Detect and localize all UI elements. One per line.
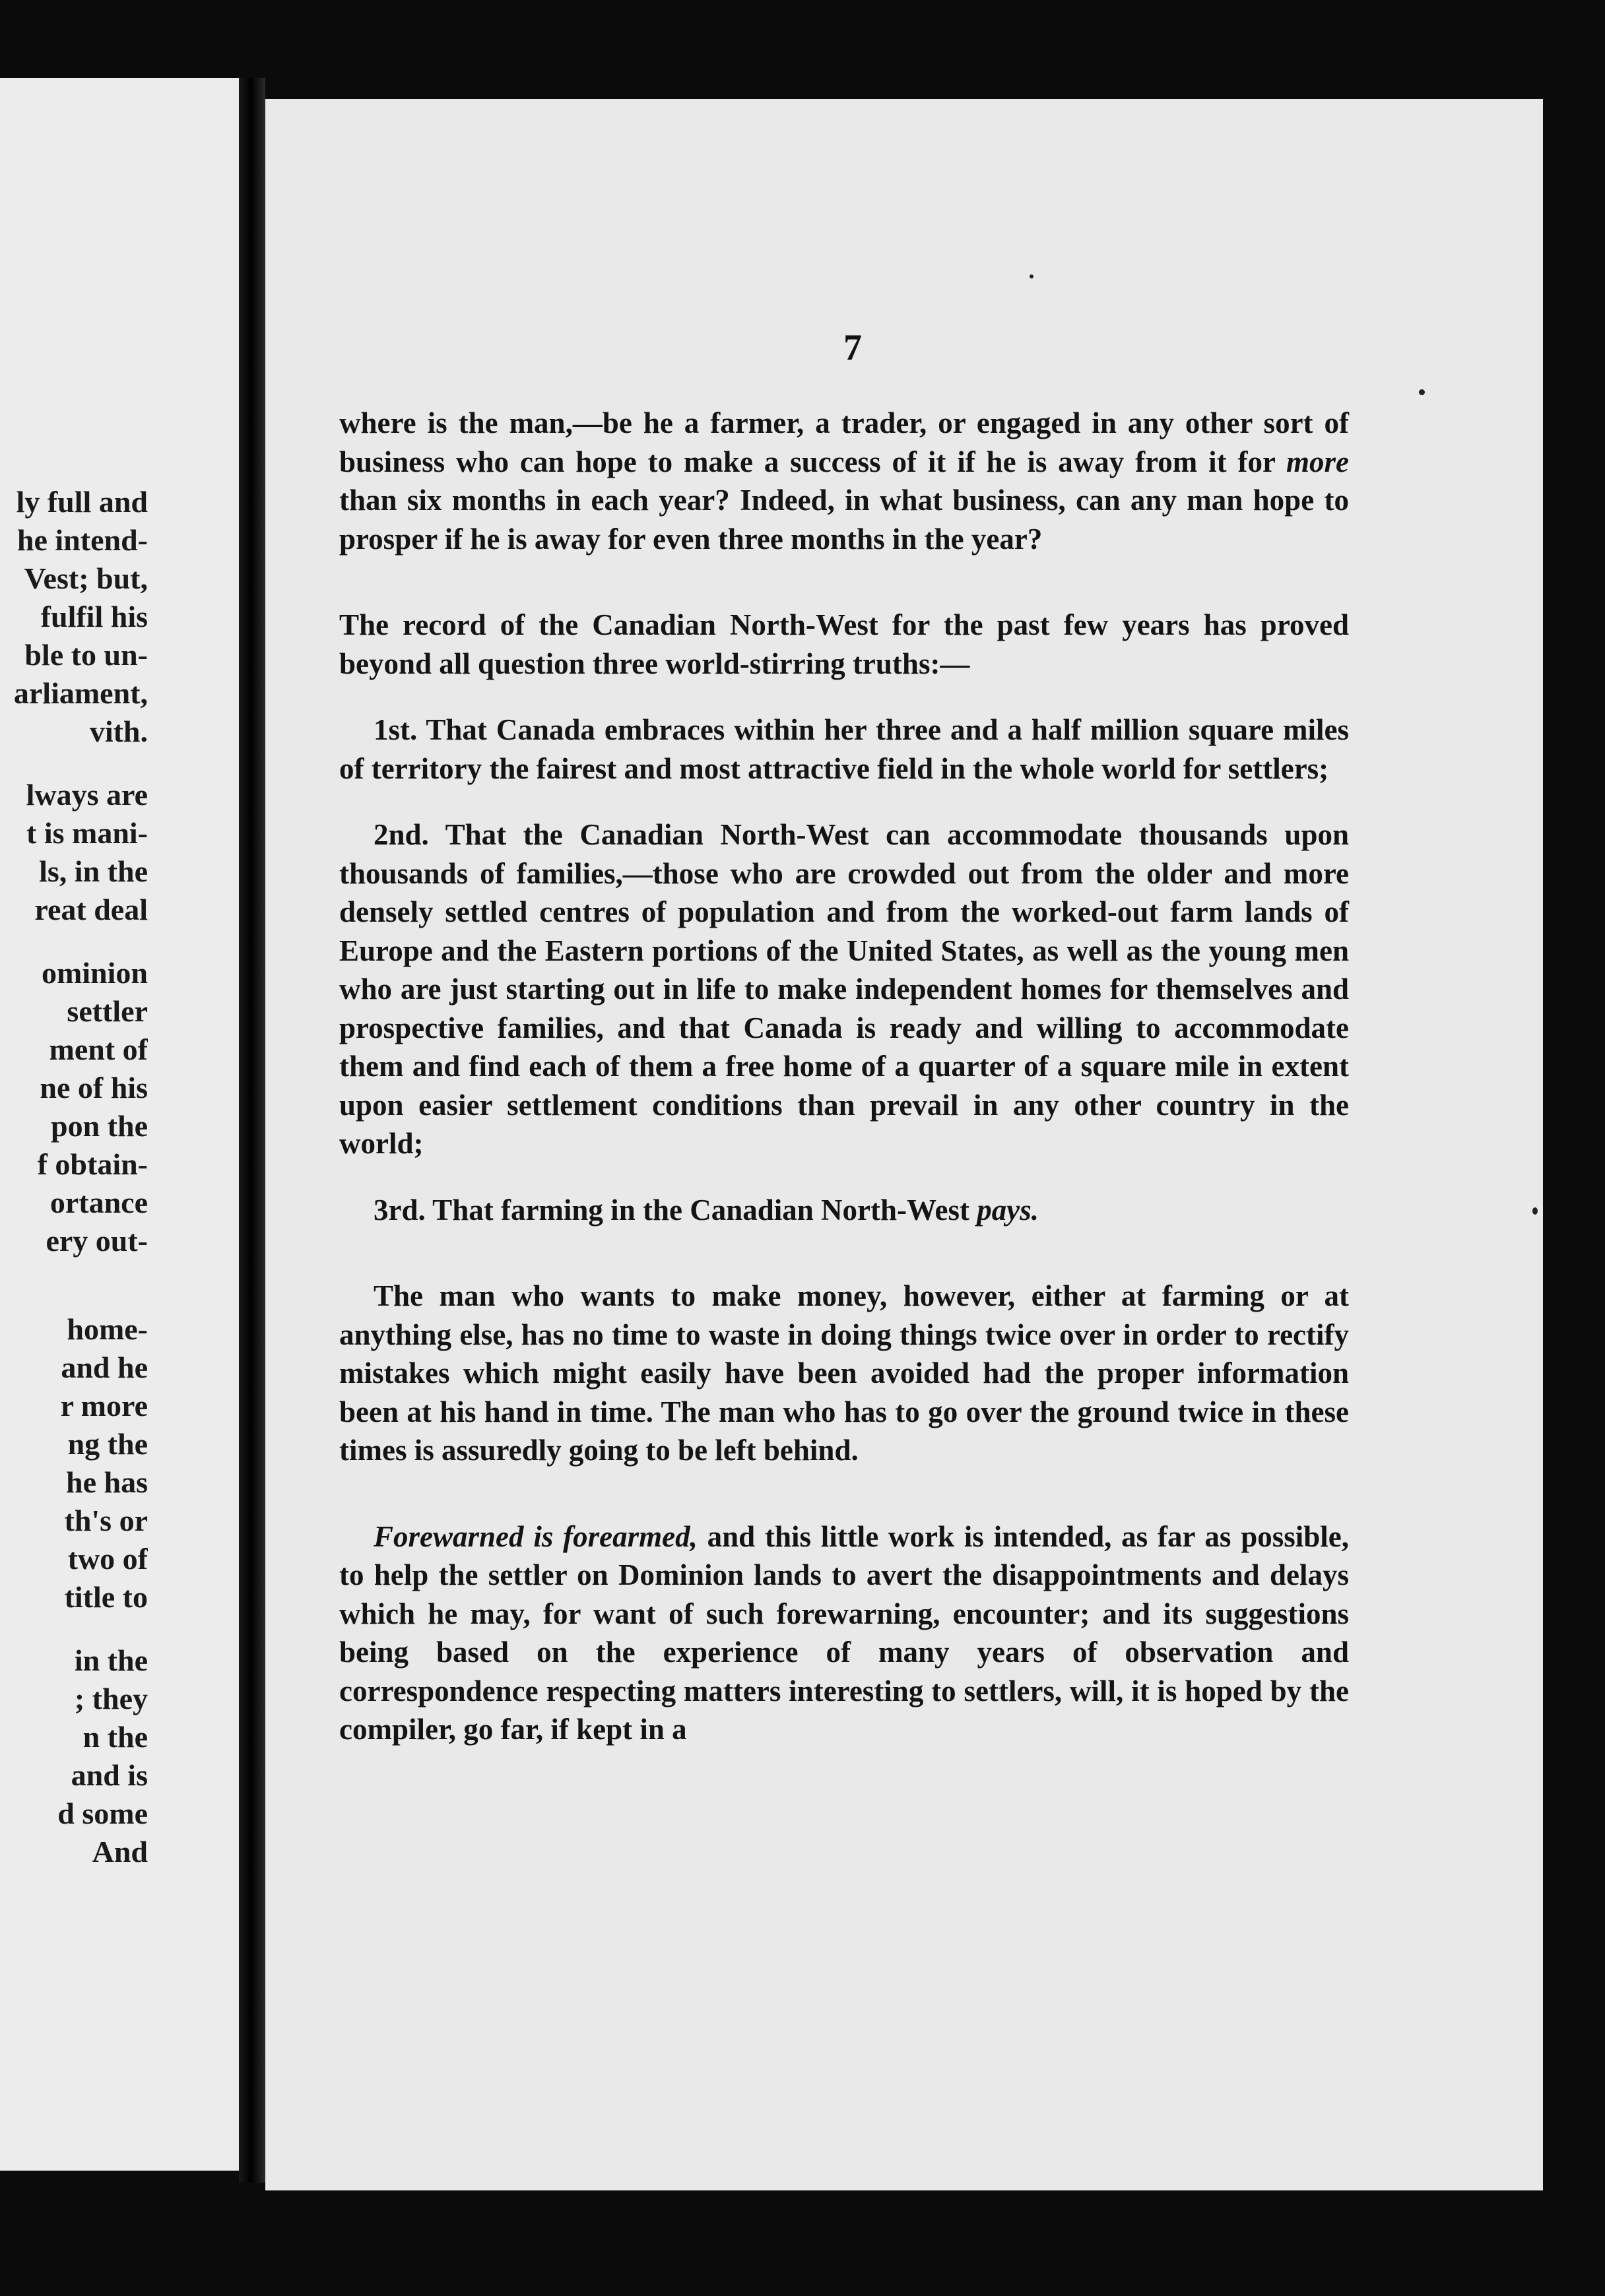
left-page-line: reat deal [34,893,148,926]
left-page-line: arliament, [13,676,148,710]
left-page-line: he intend- [16,523,148,557]
left-page-line: ; they [74,1682,148,1715]
paragraph-5 [339,1191,1349,1230]
left-page-line [0,751,148,776]
text-segment: 2nd. That the Canadian North-West can accommodate thousands upon thousands of families,—those who are crowded out from the older and more densely settled centres of population and from the worked-out farm lands of Europe and the Eastern portions of the United States, as well as the young men who are just starting out in life to make independent homes for themselves and prospective families, and that Canada is ready and willing to accommodate them and find each of them a free home of a quarter of a square mile in extent upon easier settlement conditions than prevail in any other country in the world; [339,818,1349,1160]
left-page-line: and he [61,1351,148,1384]
left-page-line: ne of his [40,1071,148,1104]
left-page-line: n the [82,1720,148,1754]
left-page-line: f obtain- [37,1147,148,1181]
left-page-line: th's or [64,1504,148,1537]
left-page-line: ly full and [16,485,148,519]
paragraph-7 [339,1517,1349,1749]
paragraph-6 [339,1277,1349,1470]
left-page-line: ominion [41,956,148,990]
left-page-line [0,929,148,954]
left-page-line: pon the [51,1109,148,1143]
left-page-line: t is mani- [26,816,148,850]
left-page-fragment [0,78,239,2171]
left-page-line: ng the [67,1427,148,1461]
text-segment: 1st. That Canada embraces within her three and a half million square miles of territory the fairest and most attractive field in the whole world for settlers; [339,713,1349,785]
left-page-line: ls, in the [39,854,148,888]
paragraph-1 [339,404,1349,558]
italic-text: more [1286,445,1349,478]
left-page-line: in the [74,1643,148,1677]
left-page-line: home- [67,1312,148,1346]
book-gutter [239,78,265,2183]
text-segment: than six months in each year? Indeed, in what business, can any man hope to prosper if he is away for even three months in the year? [339,484,1349,556]
left-page-line: settler [67,994,148,1028]
italic-text: Forewarned is forearmed, [374,1519,698,1553]
text-segment: The record of the Canadian North-West for the past few years has proved beyond all question three world-stirring truths:— [339,608,1349,680]
paragraph-4 [339,815,1349,1163]
left-page-line: title to [64,1580,148,1614]
paragraph-2 [339,606,1349,683]
ink-speck [1030,274,1033,278]
left-page-line: ery out- [46,1224,148,1258]
left-page-line: r more [60,1389,148,1422]
left-page-line: vith. [89,715,148,748]
text-segment: where is the man,—be he a farmer, a trader, or engaged in any other sort of business who can hope to make a success of it if he is away from it for [339,406,1349,478]
right-page [265,99,1543,2190]
left-page-line [0,1616,148,1642]
italic-text: pays. [977,1193,1039,1227]
left-page-line: and is [71,1758,148,1792]
ink-speck [1419,389,1425,395]
left-page-line: lways are [26,778,148,812]
text-segment: The man who wants to make money, however, either at farming or at anything else, has no time to waste in doing things twice over in order to rectify mistakes which might easily have been avoided had the proper information been at his hand in time. The man who has to go over the ground twice in these times is assuredly going to be left behind. [339,1279,1349,1467]
left-page-line [0,1260,148,1285]
page-body [339,404,1349,1749]
text-segment: and this little work is intended, as far as possible, to help the settler on Dominion lands to avert the disappointments and delays which he may, for want of such forewarning, encounter; and its suggestions being based on the experience of many years of observation and correspondence respecting matters interesting to settlers, will, it is hoped by the compiler, go far, if kept in a [339,1519,1350,1746]
left-page-line: d some [57,1797,148,1830]
text-segment: 3rd. That farming in the Canadian North-West [374,1193,977,1227]
ink-speck [1532,1207,1538,1215]
paragraph-3 [339,711,1349,788]
left-page-line: ment of [49,1033,148,1066]
left-page-text [0,483,148,1871]
left-page-line: fulfil his [40,600,148,633]
left-page-line: And [92,1835,148,1868]
left-page-line: he has [66,1465,148,1499]
left-page-line: Vest; but, [24,561,148,595]
page-number: 7 [843,327,862,368]
left-page-line: ortance [49,1186,148,1219]
left-page-line: two of [67,1542,148,1576]
left-page-line [0,1285,148,1310]
left-page-line: ble to un- [24,638,148,672]
